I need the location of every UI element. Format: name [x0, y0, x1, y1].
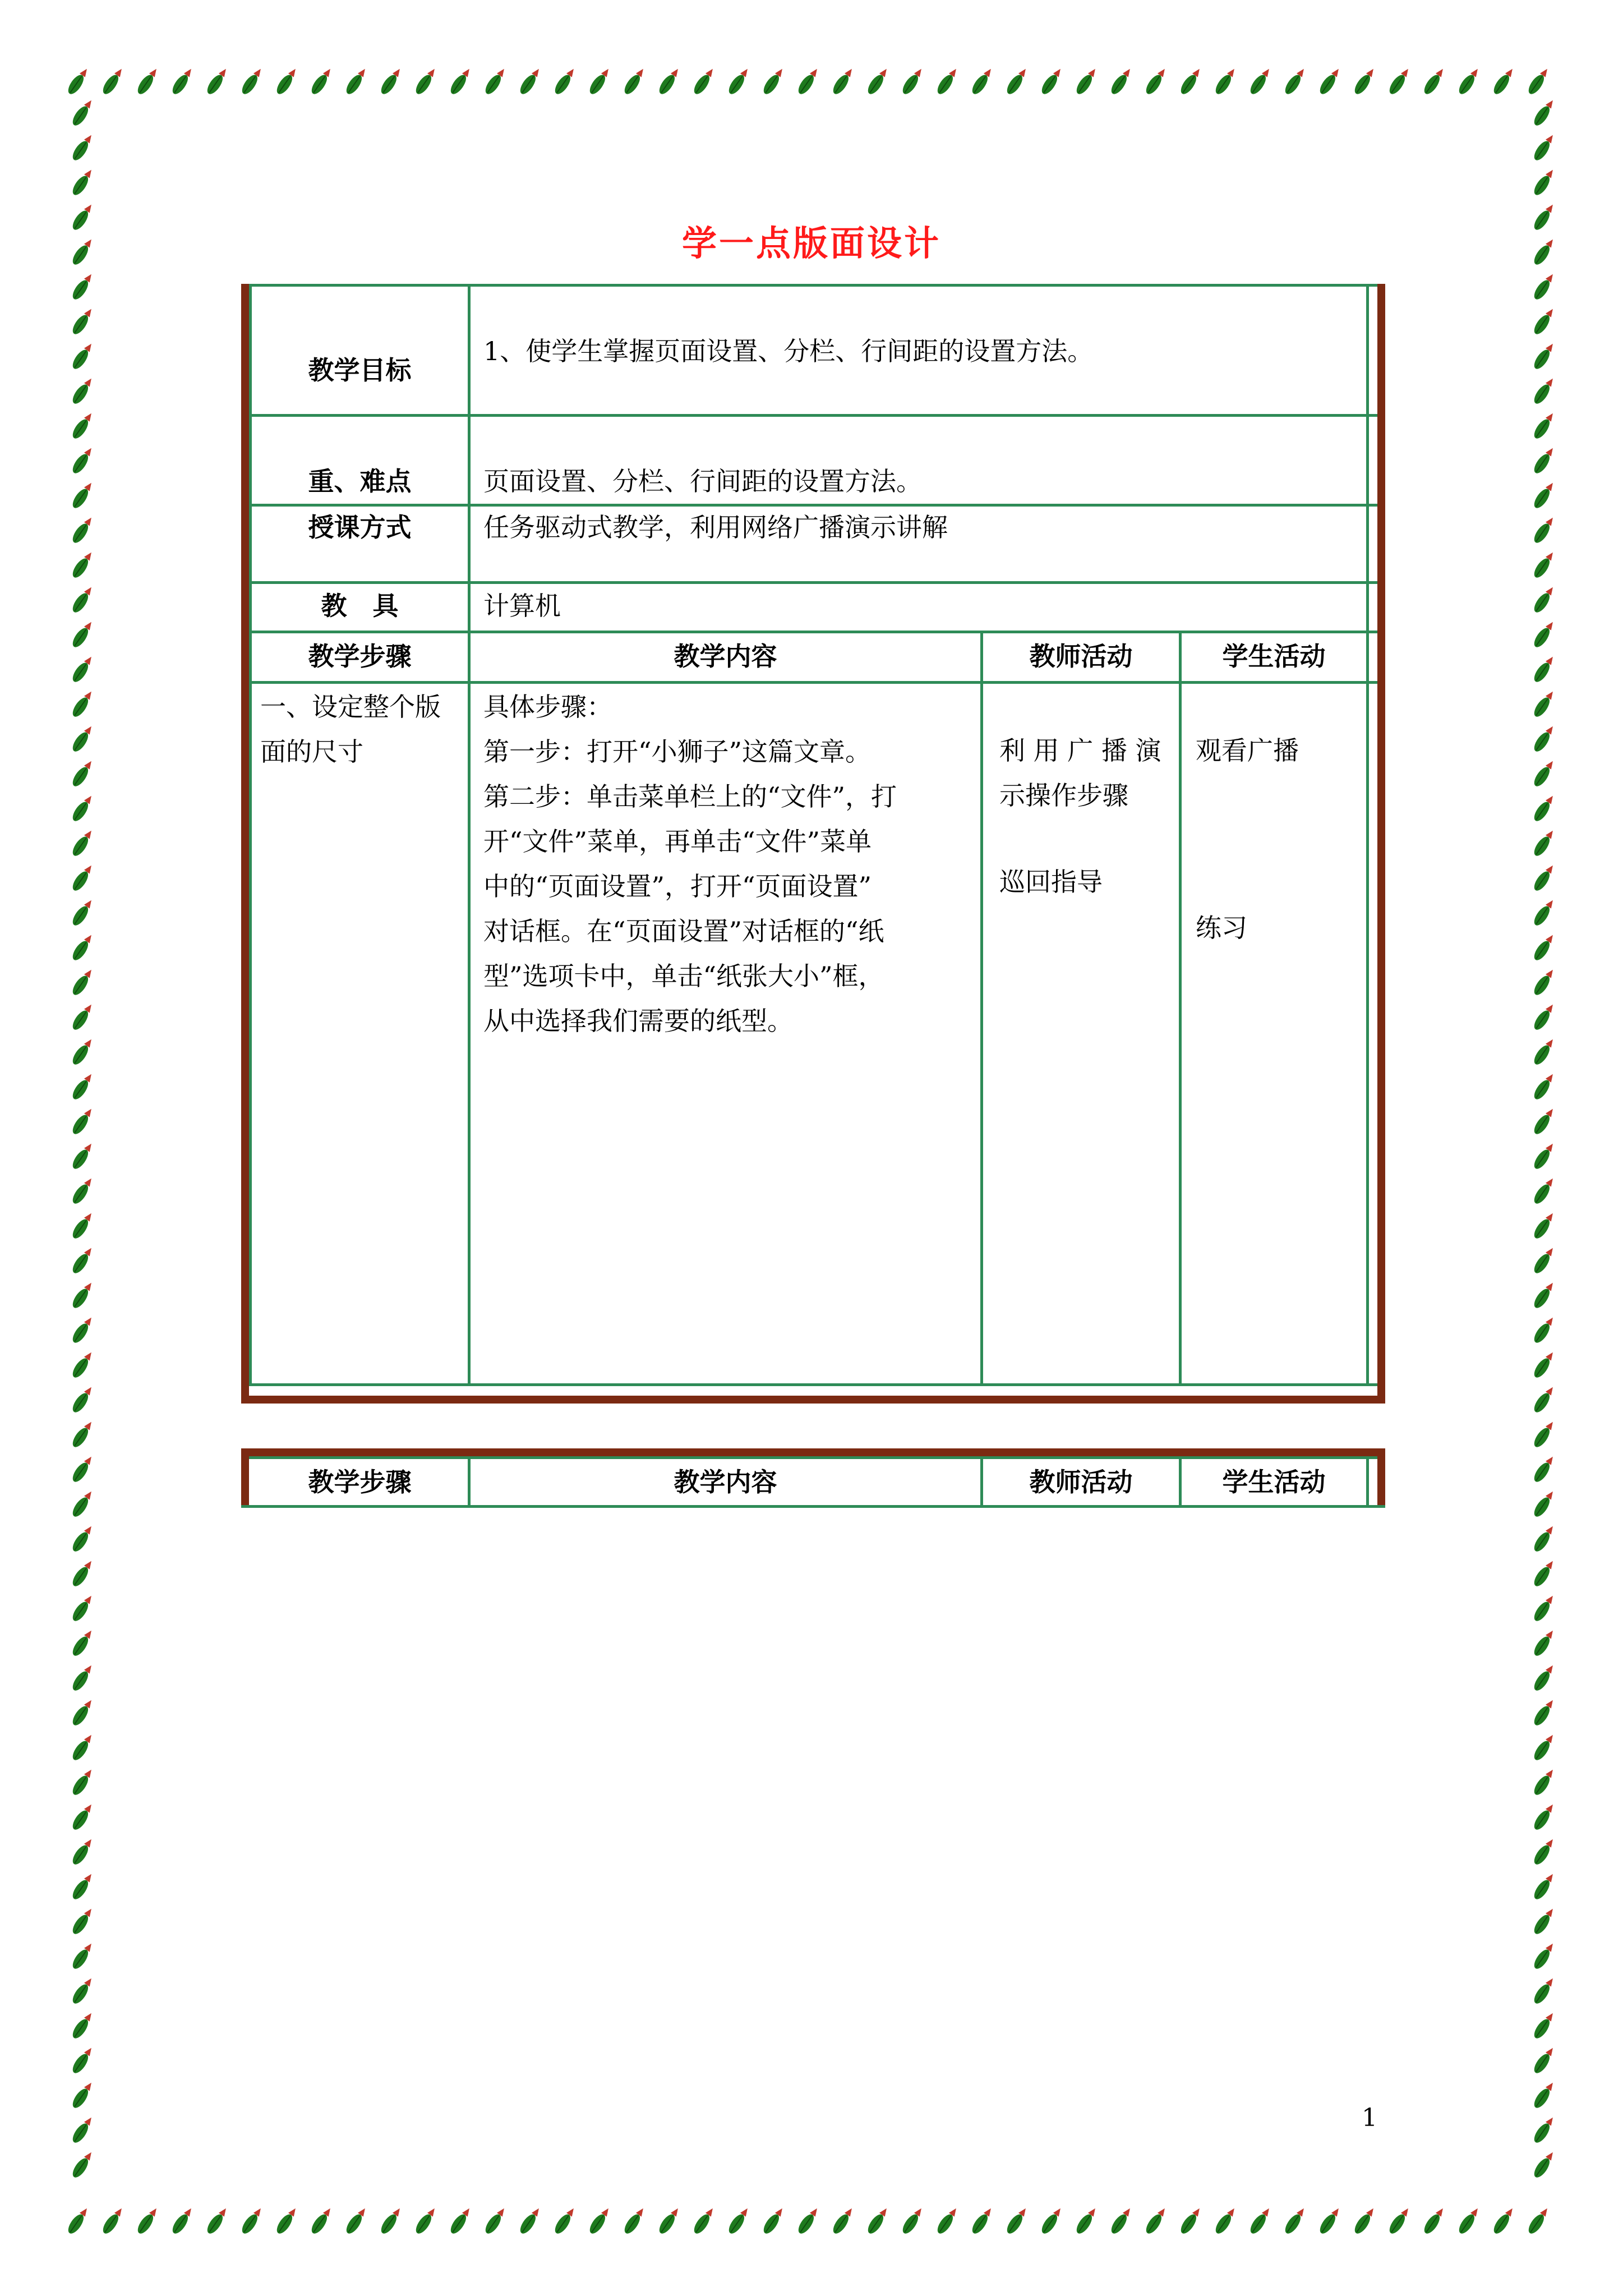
leaf-ornament-icon [1178, 2206, 1204, 2237]
leaf-ornament-icon [239, 2206, 265, 2237]
leaf-ornament-icon [70, 1524, 96, 1554]
leaf-ornament-icon [344, 66, 370, 97]
method-label: 授课方式 [308, 512, 412, 542]
leaf-ornament-icon [1074, 66, 1100, 97]
leaf-ornament-icon [1317, 66, 1343, 97]
header-step: 教学步骤 [308, 641, 412, 671]
grid-line [241, 1505, 1385, 1508]
content-line: 具体步骤： [483, 692, 612, 722]
leaf-ornament-icon [70, 967, 96, 998]
leaf-ornament-icon [1283, 2206, 1308, 2237]
leaf-ornament-icon [70, 1976, 96, 2007]
leaf-ornament-icon [1532, 967, 1557, 998]
leaf-ornament-icon [70, 1350, 96, 1381]
leaf-ornament-icon [1532, 1941, 1557, 1972]
leaf-ornament-icon [344, 2206, 370, 2237]
leaf-ornament-icon [1178, 66, 1204, 97]
leaf-ornament-icon [70, 272, 96, 302]
leaf-ornament-icon [1532, 932, 1557, 963]
leaf-ornament-icon [1422, 66, 1447, 97]
leaf-ornament-icon [1532, 550, 1557, 581]
leaf-ornament-icon [70, 480, 96, 511]
leaf-ornament-icon [70, 654, 96, 685]
spacer [1196, 773, 1364, 905]
leaf-ornament-icon [70, 758, 96, 789]
leaf-ornament-icon [70, 1837, 96, 1867]
leaf-ornament-icon [1532, 1593, 1557, 1624]
leaf-ornament-icon [1532, 1802, 1557, 1833]
leaf-ornament-icon [1532, 1141, 1557, 1172]
spacer [999, 818, 1179, 859]
leaf-ornament-icon [1532, 1906, 1557, 1937]
leaf-ornament-icon [1532, 1280, 1557, 1311]
leaf-ornament-icon [1248, 66, 1274, 97]
leaf-ornament-icon [1039, 66, 1065, 97]
leaf-ornament-icon [1248, 2206, 1274, 2237]
leaf-ornament-icon [1532, 828, 1557, 859]
leaf-ornament-icon [726, 66, 752, 97]
leaf-ornament-icon [1491, 2206, 1517, 2237]
leaf-ornament-icon [587, 66, 613, 97]
leaf-ornament-icon [239, 66, 265, 97]
leaf-ornament-icon [70, 1454, 96, 1485]
leaf-ornament-icon [1109, 2206, 1135, 2237]
decorative-border-bottom [62, 2200, 1559, 2240]
leaf-ornament-icon [309, 66, 335, 97]
leaf-ornament-icon [70, 1489, 96, 1520]
method-value: 任务驱动式教学，利用网络广播演示讲解 [483, 512, 948, 542]
leaf-ornament-icon [1532, 1976, 1557, 2007]
leaf-ornament-icon [70, 2150, 96, 2180]
leaf-ornament-icon [1532, 724, 1557, 754]
leaf-ornament-icon [70, 1697, 96, 1728]
leaf-ornament-icon [1352, 2206, 1378, 2237]
leaf-ornament-icon [70, 1280, 96, 1311]
leaf-ornament-icon [1532, 98, 1557, 128]
leaf-ornament-icon [622, 2206, 648, 2237]
leaf-ornament-icon [1532, 1489, 1557, 1520]
leaf-ornament-icon [70, 1002, 96, 1033]
leaf-ornament-icon [70, 898, 96, 928]
leaf-ornament-icon [1283, 66, 1308, 97]
leaf-ornament-icon [70, 1906, 96, 1937]
leaf-ornament-icon [1532, 1454, 1557, 1485]
goal-value: 1、使学生掌握页面设置、分栏、行间距的设置方法。 [483, 336, 1094, 366]
key-points-label: 重、难点 [308, 466, 412, 496]
content-line: 开“文件”菜单，再单击“文件”菜单 [483, 826, 872, 857]
leaf-ornament-icon [70, 376, 96, 407]
leaf-ornament-icon [1456, 2206, 1482, 2237]
leaf-ornament-icon [70, 2080, 96, 2111]
grid-line [249, 284, 1377, 287]
leaf-ornament-icon [1532, 898, 1557, 928]
leaf-ornament-icon [413, 2206, 439, 2237]
tools-value: 计算机 [483, 591, 561, 621]
leaf-ornament-icon [70, 98, 96, 128]
leaf-ornament-icon [1213, 2206, 1239, 2237]
leaf-ornament-icon [657, 2206, 683, 2237]
teacher-cell [999, 728, 1179, 904]
page-number: 1 [1362, 2104, 1377, 2132]
teacher-line: 利 用 广 播 演 [999, 735, 1161, 766]
leaf-ornament-icon [70, 1593, 96, 1624]
content-line: 第二步：单击菜单栏上的“文件”，打 [483, 781, 897, 812]
leaf-ornament-icon [70, 828, 96, 859]
leaf-ornament-icon [1144, 66, 1169, 97]
leaf-ornament-icon [518, 66, 543, 97]
leaf-ornament-icon [205, 66, 230, 97]
leaf-ornament-icon [1532, 1315, 1557, 1346]
leaf-ornament-icon [70, 1558, 96, 1589]
leaf-ornament-icon [1532, 2080, 1557, 2111]
leaf-ornament-icon [1352, 66, 1378, 97]
grid-line [980, 631, 983, 1386]
leaf-ornament-icon [274, 2206, 300, 2237]
leaf-ornament-icon [70, 1071, 96, 1102]
leaf-ornament-icon [70, 1767, 96, 1798]
grid-line [249, 284, 252, 1386]
leaf-ornament-icon [1532, 1697, 1557, 1728]
leaf-ornament-icon [70, 550, 96, 581]
leaf-ornament-icon [70, 1176, 96, 1207]
leaf-ornament-icon [970, 2206, 995, 2237]
leaf-ornament-icon [70, 1628, 96, 1659]
leaf-ornament-icon [1532, 1837, 1557, 1867]
leaf-ornament-icon [70, 306, 96, 337]
leaf-ornament-icon [70, 863, 96, 894]
leaf-ornament-icon [1387, 2206, 1413, 2237]
leaf-ornament-icon [1532, 1350, 1557, 1381]
leaf-ornament-icon [1387, 66, 1413, 97]
leaf-ornament-icon [1532, 445, 1557, 476]
leaf-ornament-icon [1532, 1176, 1557, 1207]
key-points-value: 页面设置、分栏、行间距的设置方法。 [483, 466, 922, 496]
leaf-ornament-icon [100, 2206, 126, 2237]
leaf-ornament-icon [135, 2206, 161, 2237]
leaf-ornament-icon [1532, 1211, 1557, 1241]
leaf-ornament-icon [587, 2206, 613, 2237]
leaf-ornament-icon [70, 1384, 96, 1415]
leaf-ornament-icon [483, 2206, 509, 2237]
leaf-ornament-icon [1532, 411, 1557, 441]
student-cell [1196, 728, 1364, 950]
content-line: 从中选择我们需要的纸型。 [483, 1006, 793, 1036]
document-title: 学一点版面设计 [681, 223, 941, 264]
leaf-ornament-icon [1532, 689, 1557, 720]
leaf-ornament-icon [865, 66, 891, 97]
leaf-ornament-icon [413, 66, 439, 97]
leaf-ornament-icon [70, 1211, 96, 1241]
leaf-ornament-icon [1532, 1002, 1557, 1033]
leaf-ornament-icon [1317, 2206, 1343, 2237]
leaf-ornament-icon [448, 66, 474, 97]
leaf-ornament-icon [1532, 132, 1557, 163]
step-cell [260, 684, 468, 774]
leaf-ornament-icon [379, 2206, 404, 2237]
leaf-ornament-icon [448, 2206, 474, 2237]
leaf-ornament-icon [1109, 66, 1135, 97]
leaf-ornament-icon [70, 1802, 96, 1833]
student-line: 练习 [1196, 913, 1247, 943]
leaf-ornament-icon [1532, 1732, 1557, 1763]
leaf-ornament-icon [1532, 793, 1557, 824]
leaf-ornament-icon [1532, 1071, 1557, 1102]
header-teacher-2: 教师活动 [1029, 1467, 1133, 1497]
leaf-ornament-icon [1532, 2045, 1557, 2076]
leaf-ornament-icon [1532, 515, 1557, 546]
leaf-ornament-icon [865, 2206, 891, 2237]
leaf-ornament-icon [1532, 376, 1557, 407]
leaf-ornament-icon [379, 66, 404, 97]
leaf-ornament-icon [70, 932, 96, 963]
header-teacher: 教师活动 [1029, 641, 1133, 671]
leaf-ornament-icon [70, 1315, 96, 1346]
leaf-ornament-icon [1532, 306, 1557, 337]
header-student-2: 学生活动 [1222, 1467, 1326, 1497]
leaf-ornament-icon [552, 66, 578, 97]
leaf-ornament-icon [1532, 1558, 1557, 1589]
header-content-2: 教学内容 [674, 1467, 777, 1497]
grid-line [249, 414, 1377, 417]
leaf-ornament-icon [1532, 1524, 1557, 1554]
step-line: 面的尺寸 [260, 737, 363, 767]
step-line: 一、设定整个版 [260, 692, 441, 722]
leaf-ornament-icon [831, 66, 856, 97]
leaf-ornament-icon [483, 66, 509, 97]
content-cell [483, 684, 977, 1043]
leaf-ornament-icon [1532, 1106, 1557, 1137]
leaf-ornament-icon [70, 1663, 96, 1694]
leaf-ornament-icon [170, 2206, 196, 2237]
leaf-ornament-icon [70, 1732, 96, 1763]
content-line: 型”选项卡中，单击“纸张大小”框， [483, 961, 884, 991]
leaf-ornament-icon [518, 2206, 543, 2237]
leaf-ornament-icon [900, 2206, 926, 2237]
leaf-ornament-icon [1532, 619, 1557, 650]
leaf-ornament-icon [691, 2206, 717, 2237]
leaf-ornament-icon [70, 1419, 96, 1450]
leaf-ornament-icon [1144, 2206, 1169, 2237]
leaf-ornament-icon [70, 2115, 96, 2146]
leaf-ornament-icon [70, 2045, 96, 2076]
leaf-ornament-icon [70, 132, 96, 163]
leaf-ornament-icon [70, 2010, 96, 2041]
grid-line [468, 284, 471, 1386]
leaf-ornament-icon [761, 66, 787, 97]
leaf-ornament-icon [274, 66, 300, 97]
decorative-border-left [63, 62, 103, 2238]
leaf-ornament-icon [70, 411, 96, 441]
teacher-line: 巡回指导 [999, 867, 1103, 897]
decorative-border-top [62, 61, 1559, 101]
leaf-ornament-icon [70, 1245, 96, 1276]
leaf-ornament-icon [1004, 2206, 1030, 2237]
leaf-ornament-icon [70, 1941, 96, 1972]
leaf-ornament-icon [1532, 1871, 1557, 1902]
leaf-ornament-icon [1532, 272, 1557, 302]
leaf-ornament-icon [1532, 167, 1557, 198]
tools-label: 教 具 [321, 591, 399, 621]
leaf-ornament-icon [1532, 341, 1557, 372]
content-line: 中的“页面设置”，打开“页面设置” [483, 871, 872, 901]
leaf-ornament-icon [552, 2206, 578, 2237]
leaf-ornament-icon [70, 1141, 96, 1172]
leaf-ornament-icon [1532, 1663, 1557, 1694]
leaf-ornament-icon [70, 341, 96, 372]
leaf-ornament-icon [622, 66, 648, 97]
goal-label: 教学目标 [308, 355, 412, 385]
header-step-2: 教学步骤 [308, 1467, 412, 1497]
leaf-ornament-icon [1532, 863, 1557, 894]
leaf-ornament-icon [657, 66, 683, 97]
leaf-ornament-icon [831, 2206, 856, 2237]
leaf-ornament-icon [900, 66, 926, 97]
leaf-ornament-icon [1039, 2206, 1065, 2237]
leaf-ornament-icon [205, 2206, 230, 2237]
leaf-ornament-icon [796, 2206, 822, 2237]
leaf-ornament-icon [1422, 2206, 1447, 2237]
leaf-ornament-icon [1532, 654, 1557, 685]
leaf-ornament-icon [1213, 66, 1239, 97]
leaf-ornament-icon [1491, 66, 1517, 97]
leaf-ornament-icon [1004, 66, 1030, 97]
leaf-ornament-icon [1532, 1037, 1557, 1068]
leaf-ornament-icon [70, 793, 96, 824]
leaf-ornament-icon [70, 585, 96, 615]
leaf-ornament-icon [70, 619, 96, 650]
leaf-ornament-icon [135, 66, 161, 97]
leaf-ornament-icon [70, 1871, 96, 1902]
grid-line [249, 681, 1377, 684]
grid-line [249, 631, 1377, 633]
leaf-ornament-icon [70, 445, 96, 476]
leaf-ornament-icon [70, 1106, 96, 1137]
leaf-ornament-icon [100, 66, 126, 97]
header-student: 学生活动 [1222, 641, 1326, 671]
leaf-ornament-icon [70, 515, 96, 546]
leaf-ornament-icon [1532, 480, 1557, 511]
leaf-ornament-icon [761, 2206, 787, 2237]
teacher-line: 示操作步骤 [999, 780, 1128, 811]
leaf-ornament-icon [1532, 1419, 1557, 1450]
leaf-ornament-icon [935, 2206, 961, 2237]
content-line: 第一步：打开“小狮子”这篇文章。 [483, 737, 872, 767]
leaf-ornament-icon [70, 1037, 96, 1068]
leaf-ornament-icon [935, 66, 961, 97]
grid-line [249, 1383, 1377, 1386]
leaf-ornament-icon [726, 2206, 752, 2237]
grid-line [1366, 1456, 1369, 1508]
leaf-ornament-icon [796, 66, 822, 97]
leaf-ornament-icon [1532, 1384, 1557, 1415]
leaf-ornament-icon [691, 66, 717, 97]
leaf-ornament-icon [70, 689, 96, 720]
decorative-border-right [1524, 62, 1565, 2238]
leaf-ornament-icon [1456, 66, 1482, 97]
leaf-ornament-icon [170, 66, 196, 97]
grid-line [1179, 631, 1182, 1386]
leaf-ornament-icon [70, 167, 96, 198]
content-line: 对话框。在“页面设置”对话框的“纸 [483, 916, 884, 946]
student-line: 观看广播 [1196, 735, 1299, 766]
leaf-ornament-icon [970, 66, 995, 97]
leaf-ornament-icon [70, 724, 96, 754]
leaf-ornament-icon [1532, 2150, 1557, 2180]
leaf-ornament-icon [1532, 758, 1557, 789]
leaf-ornament-icon [1074, 2206, 1100, 2237]
header-content: 教学内容 [674, 641, 777, 671]
leaf-ornament-icon [1532, 1245, 1557, 1276]
leaf-ornament-icon [1532, 585, 1557, 615]
grid-line [1366, 284, 1369, 1386]
leaf-ornament-icon [1532, 1767, 1557, 1798]
leaf-ornament-icon [1532, 1628, 1557, 1659]
leaf-ornament-icon [1532, 2010, 1557, 2041]
leaf-ornament-icon [309, 2206, 335, 2237]
leaf-ornament-icon [1532, 2115, 1557, 2146]
grid-line [249, 1456, 1377, 1459]
